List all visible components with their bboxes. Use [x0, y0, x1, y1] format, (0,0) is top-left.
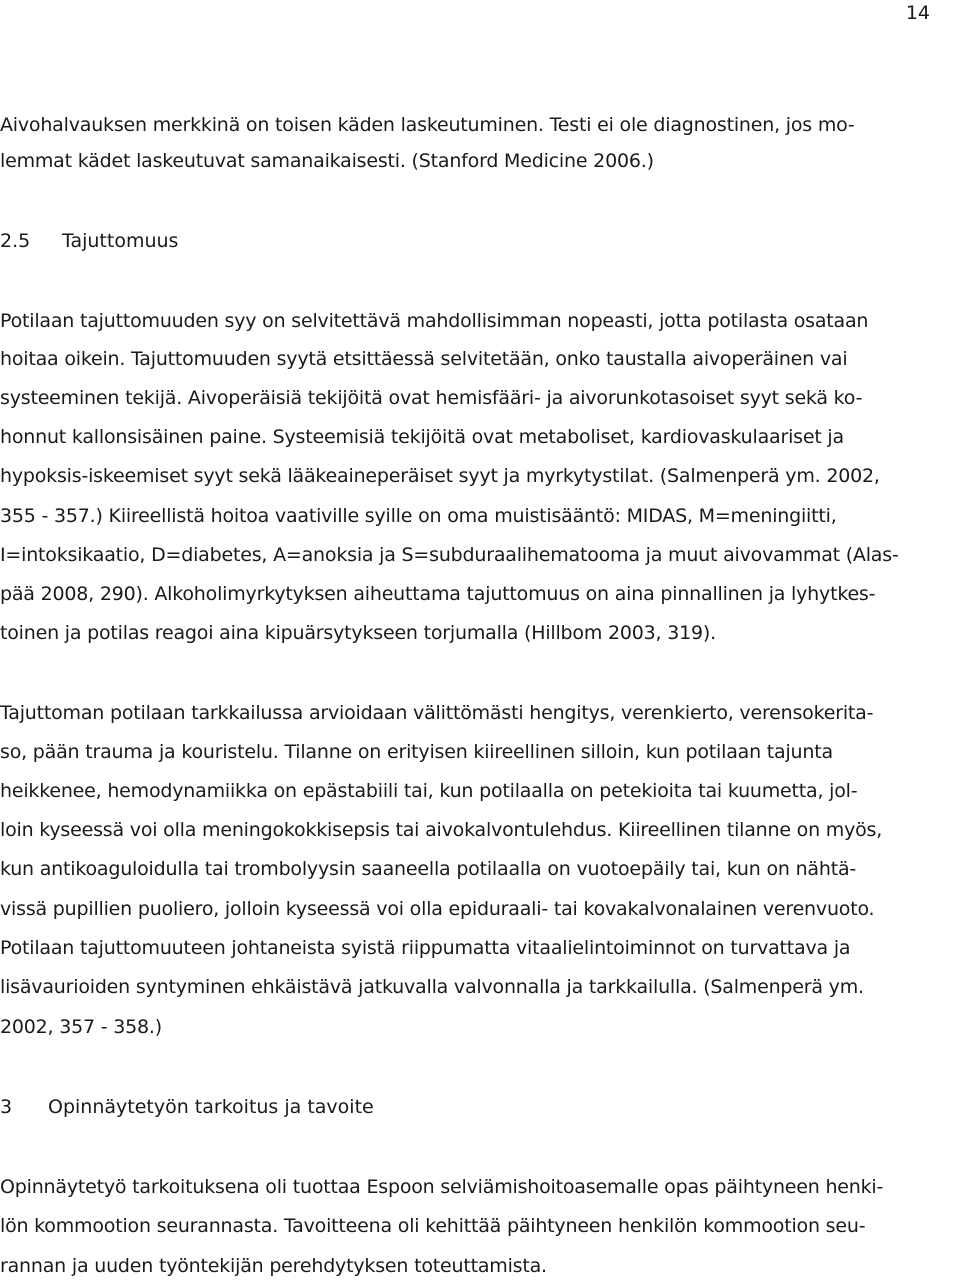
page-number: 14 — [905, 2, 930, 24]
paragraph-1-line: Aivohalvauksen merkkinä on toisen käden laskeutuminen. Testi ei ole diagnostinen, jos mo- — [0, 114, 855, 136]
paragraph-2-line: hoitaa oikein. Tajuttomuuden syytä etsittäessä selvitetään, onko taustalla aivoperäinen vai — [0, 348, 848, 370]
paragraph-3-line: 2002, 357 - 358.) — [0, 1016, 162, 1038]
paragraph-1-line: lemmat kädet laskeutuvat samanaikaisesti. (Stanford Medicine 2006.) — [0, 150, 654, 172]
section-title: Tajuttomuus — [62, 230, 179, 252]
paragraph-2-line: hypoksis-iskeemiset syyt sekä lääkeaineperäiset syyt ja myrkytystilat. (Salmenperä ym. 2002, — [0, 465, 880, 487]
paragraph-4-line: Opinnäytetyö tarkoituksena oli tuottaa Espoon selviämishoitoasemalle opas päihtyneen henki- — [0, 1176, 884, 1198]
section-heading-2-5 — [0, 229, 178, 253]
paragraph-3-line: so, pään trauma ja kouristelu. Tilanne on erityisen kiireellinen silloin, kun potilaan tajunta — [0, 741, 833, 763]
paragraph-2-line: Potilaan tajuttomuuden syy on selvitettävä mahdollisimman nopeasti, jotta potilasta osataan — [0, 310, 869, 332]
paragraph-3-line: vissä pupillien puoliero, jolloin kyseessä voi olla epiduraali- tai kovakalvonalainen verenvuoto. — [0, 898, 875, 920]
section-number: 3 — [0, 1096, 13, 1118]
paragraph-3-line: loin kyseessä voi olla meningokokkisepsis tai aivokalvontulehdus. Kiireellinen tilanne on myös, — [0, 819, 883, 841]
paragraph-4-line: lön kommootion seurannasta. Tavoitteena oli kehittää päihtyneen henkilön kommootion seu- — [0, 1215, 866, 1237]
paragraph-2-line: toinen ja potilas reagoi aina kipuärsytykseen torjumalla (Hillbom 2003, 319). — [0, 622, 716, 644]
paragraph-3-line: Tajuttoman potilaan tarkkailussa arvioidaan välittömästi hengitys, verenkierto, verensokerita- — [0, 702, 874, 724]
paragraph-2-line: honnut kallonsisäinen paine. Systeemisiä tekijöitä ovat metaboliset, kardiovaskulaariset ja — [0, 426, 844, 448]
paragraph-3-line: heikkenee, hemodynamiikka on epästabiili tai, kun potilaalla on petekioita tai kuumetta, jol- — [0, 780, 858, 802]
section-title: Opinnäytetyön tarkoitus ja tavoite — [48, 1096, 374, 1118]
paragraph-3-line: kun antikoaguloidulla tai trombolyysin saaneella potilaalla on vuotoepäily tai, kun on nähtä- — [0, 858, 857, 880]
paragraph-3-line: Potilaan tajuttomuuteen johtaneista syistä riippumatta vitaalielintoiminnot on turvattava ja — [0, 937, 851, 959]
paragraph-3-line: lisävaurioiden syntyminen ehkäistävä jatkuvalla valvonnalla ja tarkkailulla. (Salmenperä ym. — [0, 976, 864, 998]
paragraph-2-line: 355 - 357.) Kiireellistä hoitoa vaativille syille on oma muistisääntö: MIDAS, M=meningiitti, — [0, 505, 837, 527]
paragraph-4-line: rannan ja uuden työntekijän perehdytyksen toteuttamista. — [0, 1255, 547, 1277]
paragraph-2-line: I=intoksikaatio, D=diabetes, A=anoksia ja S=subduraalihematooma ja muut aivovammat (Alas- — [0, 544, 899, 566]
section-heading-3 — [0, 1095, 374, 1119]
section-number: 2.5 — [0, 230, 31, 252]
paragraph-2-line: pää 2008, 290). Alkoholimyrkytyksen aiheuttama tajuttomuus on aina pinnallinen ja lyhytkes- — [0, 583, 876, 605]
paragraph-2-line: systeeminen tekijä. Aivoperäisiä tekijöitä ovat hemisfääri- ja aivorunkotasoiset syyt sekä ko- — [0, 387, 863, 409]
